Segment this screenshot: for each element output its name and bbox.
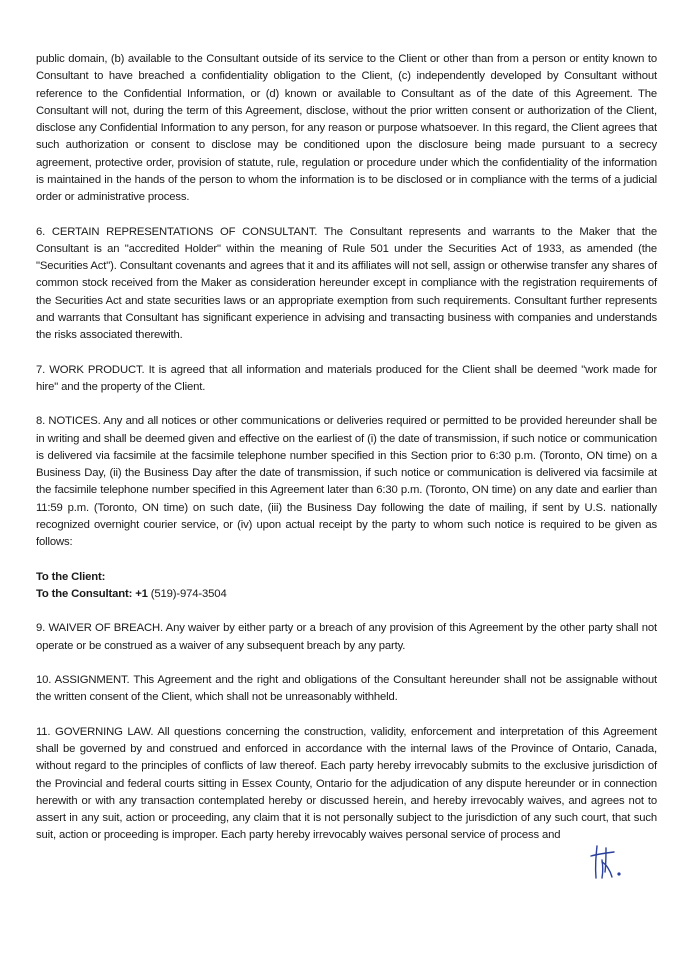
consultant-address-line (36, 586, 657, 603)
notice-addresses (36, 569, 657, 604)
document-page (36, 51, 657, 845)
paragraph-6-representations: 6. CERTAIN REPRESENTATIONS OF CONSULTANT. The Consultant represents and warrants to the Maker that the Consultant is an "accredited Holder" within the meaning of Rule 501 under the Securities Act of 1933, as amended (the "Securities Act"). Consultant covenants and agrees that it and its affiliates will not sell, assign or otherwise transfer any shares of common stock received from the Maker as consideration hereunder except in compliance with the registration requirements of the Securities Act and state securities laws or an appropriate exemption from such requirements. Consultant further represents and warrants that Consultant has significant experience in advising and transacting business with companies and understands the risks associated therewith. (36, 225, 657, 341)
consultant-address-label: To the Consultant: +1 (36, 587, 148, 600)
paragraph-11-governing-law: 11. GOVERNING LAW. All questions concerning the construction, validity, enforcement and interpretation of this Agreement shall be governed by and construed and enforced in accordance with the internal laws of the Province of Ontario, Canada, without regard to the principles of conflicts of law thereof. Each party hereby irrevocably submits to the exclusive jurisdiction of the Provincial and federal courts sitting in Essex County, Ontario for the adjudication of any dispute hereunder or in connection herewith or with any transaction contemplated hereby or discussed herein, and hereby irrevocably waives, and agrees not to assert in any suit, action or proceeding, any claim that it is not personally subject to the jurisdiction of any such court, that such suit, action or proceeding is improper. Each party hereby irrevocably waives personal service of process and (36, 725, 657, 842)
paragraph-10-assignment: 10. ASSIGNMENT. This Agreement and the right and obligations of the Consultant hereunder shall not be assignable without the written consent of the Client, which shall not be unreasonably withheld. (36, 674, 657, 704)
paragraph-8-notices: 8. NOTICES. Any and all notices or other communications or deliveries required or permitted to be provided hereunder shall be in writing and shall be deemed given and effective on the earliest of (i) the date of transmission, if such notice or communication is delivered via facsimile at the facsimile telephone number specified in this Section prior to 6:30 p.m. (Toronto, ON time) on a Business Day, (ii) the Business Day after the date of transmission, if such notice or communication is delivered via facsimile at the facsimile telephone number specified in this Agreement later than 6:30 p.m. (Toronto, ON time) on any date and earlier than 11:59 p.m. (Toronto, ON time) on such date, (iii) the Business Day following the date of mailing, if sent by U.S. nationally recognized overnight courier service, or (iv) upon actual receipt by the party to whom such notice is required to be given as follows: (36, 415, 657, 548)
handwritten-initials-icon (588, 842, 632, 882)
client-address-label: To the Client: (36, 570, 106, 583)
paragraph-9-waiver: 9. WAIVER OF BREACH. Any waiver by either party or a breach of any provision of this Agreement by the other party shall not operate or be construed as a waiver of any subsequent breach by any party. (36, 622, 657, 652)
consultant-phone: (519)-974-3504 (147, 587, 227, 600)
paragraph-confidentiality-continued: public domain, (b) available to the Consultant outside of its service to the Client or other than from a person or entity known to Consultant to have breached a confidentiality obligation to the Client, (c) independently developed by Consultant without reference to the Confidential Information, or (d) known or available to Consultant as of the date of this Agreement. The Consultant will not, during the term of this Agreement, disclose, without the prior written consent or authorization of the Client, disclose any Confidential Information to any person, for any reason or purpose whatsoever. In this regard, the Client agrees that such authorization or consent to disclose may be conditioned upon the disclosure being made pursuant to a secrecy agreement, protective order, provision of statute, rule, regulation or procedure under which the confidentiality of the information is maintained in the hands of the person to whom the information is to be disclosed or in compliance with the terms of a judicial order or administrative process. (36, 53, 657, 203)
paragraph-7-work-product: 7. WORK PRODUCT. It is agreed that all information and materials produced for the Client shall be deemed "work made for hire" and the property of the Client. (36, 363, 657, 393)
